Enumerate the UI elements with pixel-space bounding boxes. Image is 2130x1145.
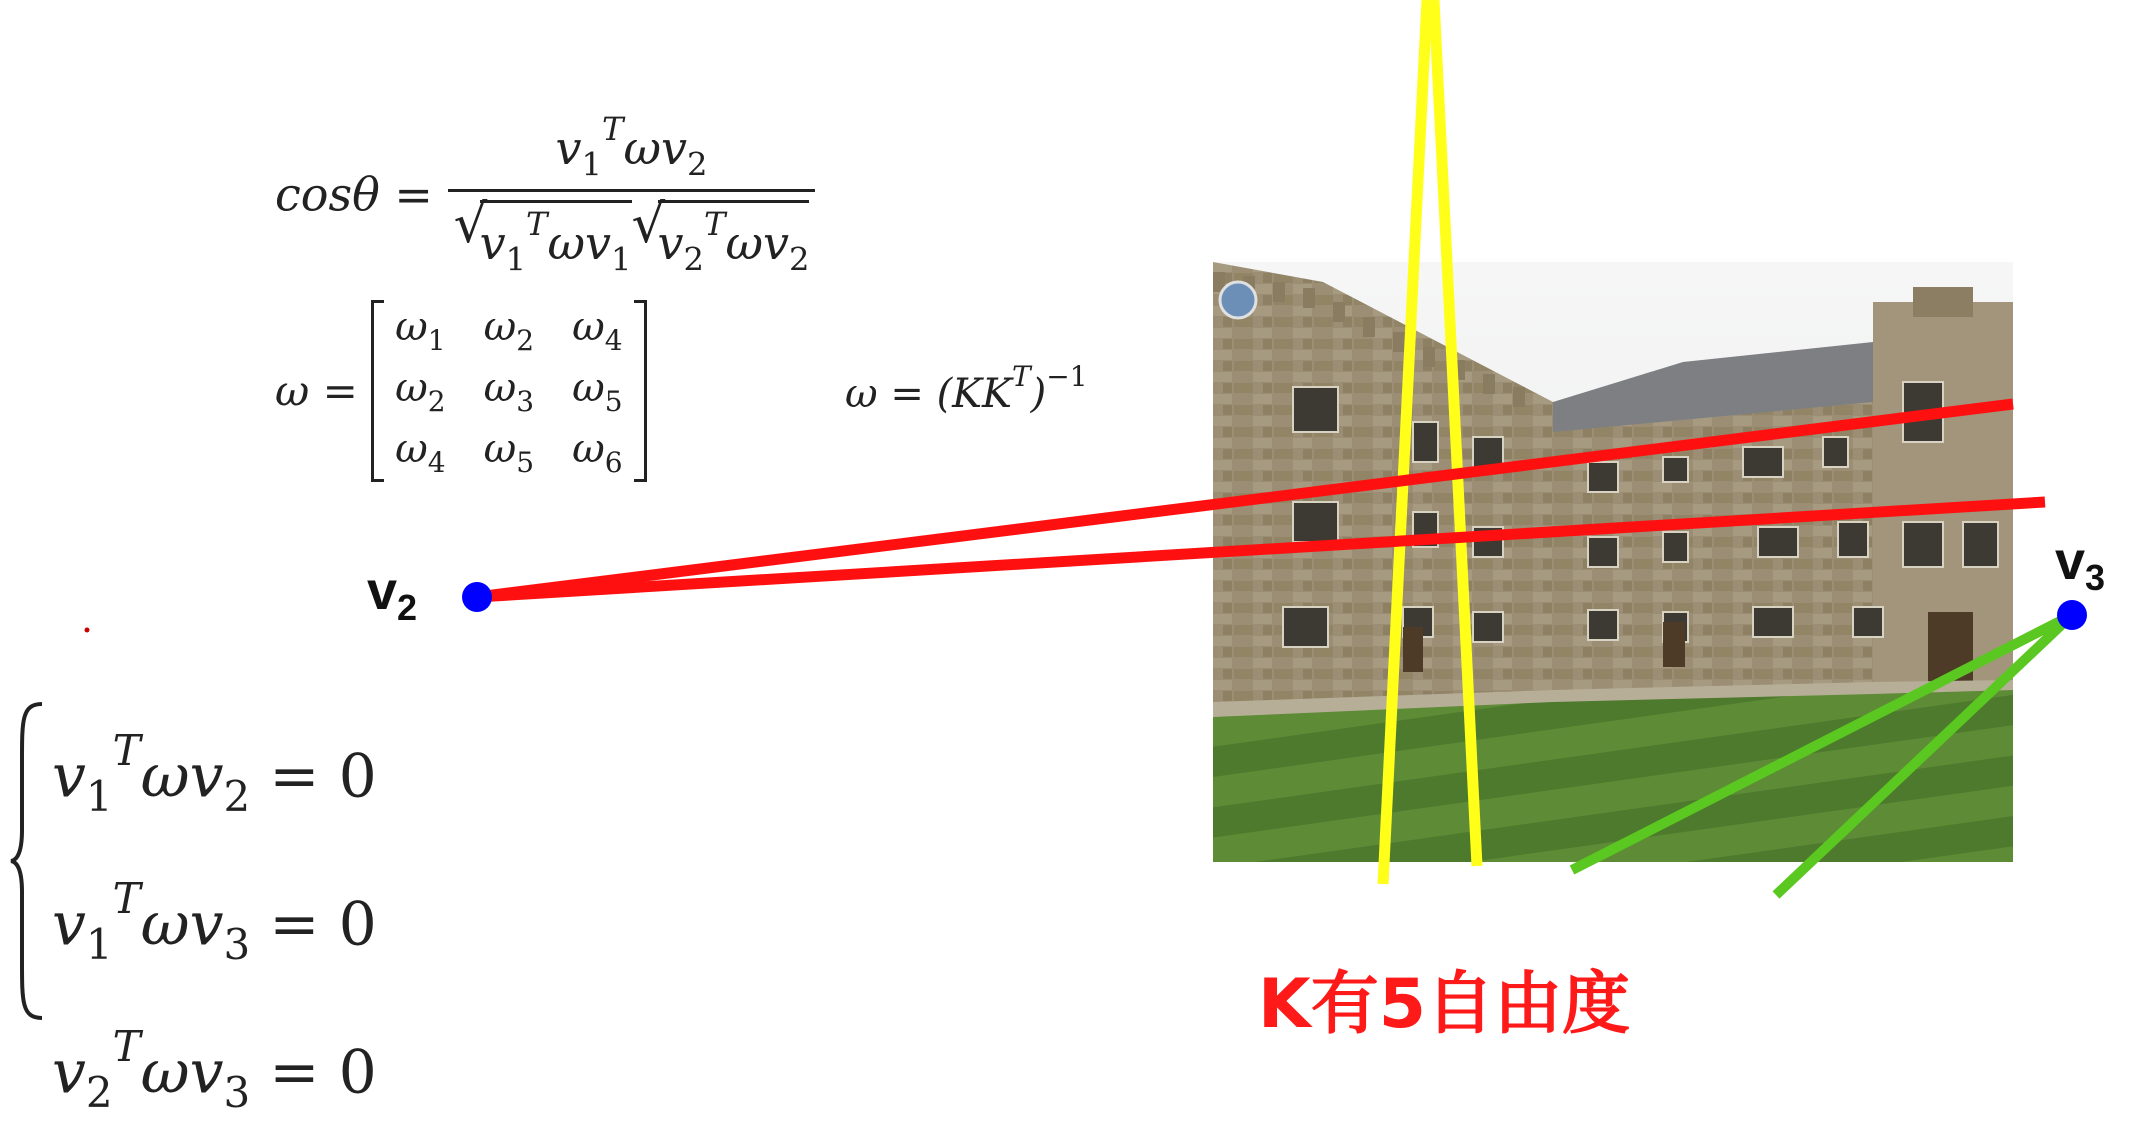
v3-label: $v_3$	[2055, 531, 2106, 598]
sqrt-term-2: √ $v_2^T\omega v_2$	[631, 194, 810, 279]
green-line-1	[1572, 615, 2072, 870]
yellow-line-2	[1434, 0, 1477, 866]
matrix-cell: $\omega_4$	[572, 304, 623, 357]
v2-point	[462, 582, 492, 612]
red-line-2	[477, 502, 2045, 597]
matrix-cell: $\omega_5$	[572, 364, 623, 418]
v2-label: $v_2$	[367, 561, 418, 628]
matrix-cell: $\omega_6$	[572, 425, 623, 479]
matrix-cell: $\omega_3$	[483, 364, 535, 418]
dof-caption: K有5自由度	[1258, 965, 1631, 1044]
stray-dot	[85, 628, 90, 633]
system-row-3: $v_2^T\omega v_3 = 0$	[52, 1022, 377, 1118]
matrix-cell: $\omega_4$	[395, 425, 446, 479]
omega-eq-label: ω =	[275, 366, 358, 416]
system-row-2: $v_1^T\omega v_3 = 0$	[52, 874, 377, 970]
sqrt-term-1: √ $v_1^T\omega v_1$	[453, 194, 632, 279]
yellow-line-1	[1383, 0, 1427, 884]
fraction-numerator: $v_1^T\omega v_2$	[555, 110, 708, 184]
omega-inverse-equation: $\omega = (KK^T)^{-1}$	[845, 360, 1088, 417]
cos-theta-lhs: cosθ =	[275, 167, 433, 222]
green-line-2	[1776, 615, 2072, 895]
red-line-1	[477, 404, 2013, 597]
matrix-cell: $\omega_1$	[395, 304, 446, 357]
matrix-cell: $\omega_2$	[483, 304, 535, 357]
matrix-cell: $\omega_2$	[395, 364, 446, 418]
system-row-1: $v_1^T\omega v_2 = 0$	[52, 726, 377, 822]
v3-point	[2057, 600, 2087, 630]
matrix-cell: $\omega_5$	[483, 425, 535, 479]
